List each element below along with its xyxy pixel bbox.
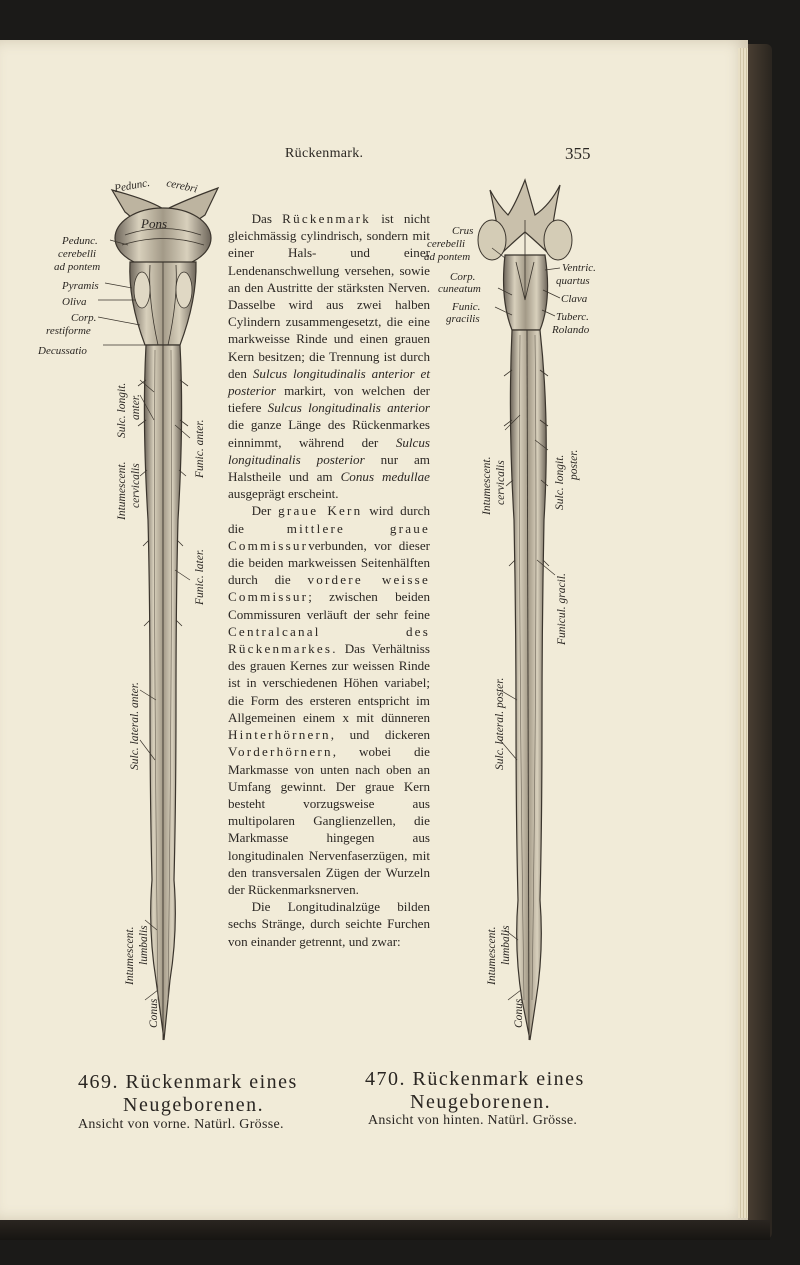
label-469-anter: anter. xyxy=(130,394,142,420)
label-470-tuberc: Tuberc. xyxy=(556,311,589,323)
label-470-ventric: Ventric. xyxy=(562,262,596,274)
label-470-funic: Funic. xyxy=(452,301,481,313)
label-469-cerebelli: cerebelli xyxy=(58,248,97,260)
body-text-column xyxy=(228,210,430,950)
figure-469-drawing xyxy=(98,188,218,1040)
caption-469-subtitle: Ansicht von vorne. Natürl. Grösse. xyxy=(78,1117,284,1132)
label-469-lumbalis: lumbalis xyxy=(138,925,150,965)
label-469-restiforme: restiforme xyxy=(46,325,91,337)
label-470-crus: Crus xyxy=(452,225,474,237)
label-470-rolando: Rolando xyxy=(552,324,590,336)
label-469-pyramis: Pyramis xyxy=(62,280,99,292)
label-470-ad-pontem: ad pontem xyxy=(424,251,471,263)
label-470-funicul-gracil: Funicul. gracil. xyxy=(556,573,568,645)
label-469-corp: Corp. xyxy=(71,312,97,324)
label-469-intumescent-cervical: Intumescent. xyxy=(116,461,128,520)
label-469-decussatio: Decussatio xyxy=(38,345,87,357)
label-469-intumescent-lumbar: Intumescent. xyxy=(124,926,136,985)
label-469-pedunc-cerebri-top: Pedunc. xyxy=(113,176,151,195)
caption-470-subtitle: Ansicht von hinten. Natürl. Grösse. xyxy=(368,1113,578,1128)
label-470-intumescent-lumbar: Intumescent. xyxy=(486,926,498,985)
label-469-oliva: Oliva xyxy=(62,296,87,308)
label-470-corp: Corp. xyxy=(450,271,476,283)
label-469-sulc-longit: Sulc. longit. xyxy=(116,382,128,438)
label-469-funic-later: Funic. later. xyxy=(194,549,206,605)
label-470-sulc-longit: Sulc. longit. xyxy=(554,454,566,510)
label-470-sulc-lateral-poster: Sulc. lateral. poster. xyxy=(494,677,506,770)
label-469-sulc-lateral-anter: Sulc. lateral. anter. xyxy=(129,682,141,770)
caption-469-title-line-1: 469. Rückenmark eines xyxy=(78,1071,298,1093)
label-470-cuneatum: cuneatum xyxy=(438,283,481,295)
label-470-intumescent-cervical: Intumescent. xyxy=(481,456,493,515)
running-title: Rückenmark. xyxy=(285,146,364,161)
paragraph-2: Der graue Kern wird durch die mittlere graue Commissurverbunden, vor dieser die beiden markweissen Seitenhälften durch die vordere weisse Commissur; zwischen beiden Commissuren verläuft der sehr feine Centralcanal des Rückenmarkes. Das Verhältniss des grauen Kernes zur weissen Rinde ist in verschiedenen Höhen variabel; die Form des ersteren entspricht im Allgemeinen einem x mit dünneren Hinterhörnern, und dickeren Vorderhörnern, wobei die Markmasse von unten nach oben an Umfang gewinnt. Der graue Kern besteht vorzugsweise aus multipolaren Ganglienzellen, die Markmasse hingegen aus longitudinalen Nervenfaserzügen, mit den transversalen Zügen der Wurzeln der Rückenmarksnerven. xyxy=(228,503,430,897)
label-469-cerebri: cerebri xyxy=(165,177,199,196)
label-470-poster: poster. xyxy=(568,449,580,480)
label-470-conus: Conus xyxy=(513,998,525,1028)
label-470-cerebelli: cerebelli xyxy=(427,238,466,250)
label-469-conus: Conus xyxy=(148,998,160,1028)
label-469-funic-anter: Funic. anter. xyxy=(194,419,206,478)
caption-470-title-line-2: Neugeborenen. xyxy=(410,1091,552,1113)
page-number: 355 xyxy=(565,144,591,163)
label-470-lumbalis: lumbalis xyxy=(500,925,512,965)
label-470-clava: Clava xyxy=(561,293,588,305)
label-469-pedunc: Pedunc. xyxy=(62,235,98,247)
paragraph-1: Das Rückenmark ist nicht gleichmässig cylindrisch, sondern mit einer Hals- und einer Lendenanschwellung versehen, sowie an den Austritte der stärksten Nerven. Dasselbe wird aus zwei halben Cylindern zusammengesetzt, die eine markweisse Rinde und einen grauen Kern besitzen; die Trennung ist durch den Sulcus longitudinalis anterior et posterior markirt, von welchen der tiefere Sulcus longitudinalis anterior die ganze Länge des Rückenmarkes einnimmt, während der Sulcus longitudinalis posterior nur am Halstheile und am Conus medullae ausgeprägt erscheint. xyxy=(228,211,431,502)
label-470-gracilis: gracilis xyxy=(446,313,480,325)
caption-470-title-line-1: 470. Rückenmark eines xyxy=(365,1068,585,1090)
label-469-cervicalis: cervicalis xyxy=(130,463,142,508)
label-470-cervicalis: cervicalis xyxy=(495,460,507,505)
label-470-quartus: quartus xyxy=(556,275,590,287)
label-469-pons: Pons xyxy=(141,216,167,231)
paragraph-3: Die Longitudinalzüge bilden sechs Stränge, durch seichte Furchen von einander getrennt, und zwar: xyxy=(228,899,430,949)
label-469-ad-pontem: ad pontem xyxy=(54,261,101,273)
caption-469-title-line-2: Neugeborenen. xyxy=(123,1094,265,1116)
